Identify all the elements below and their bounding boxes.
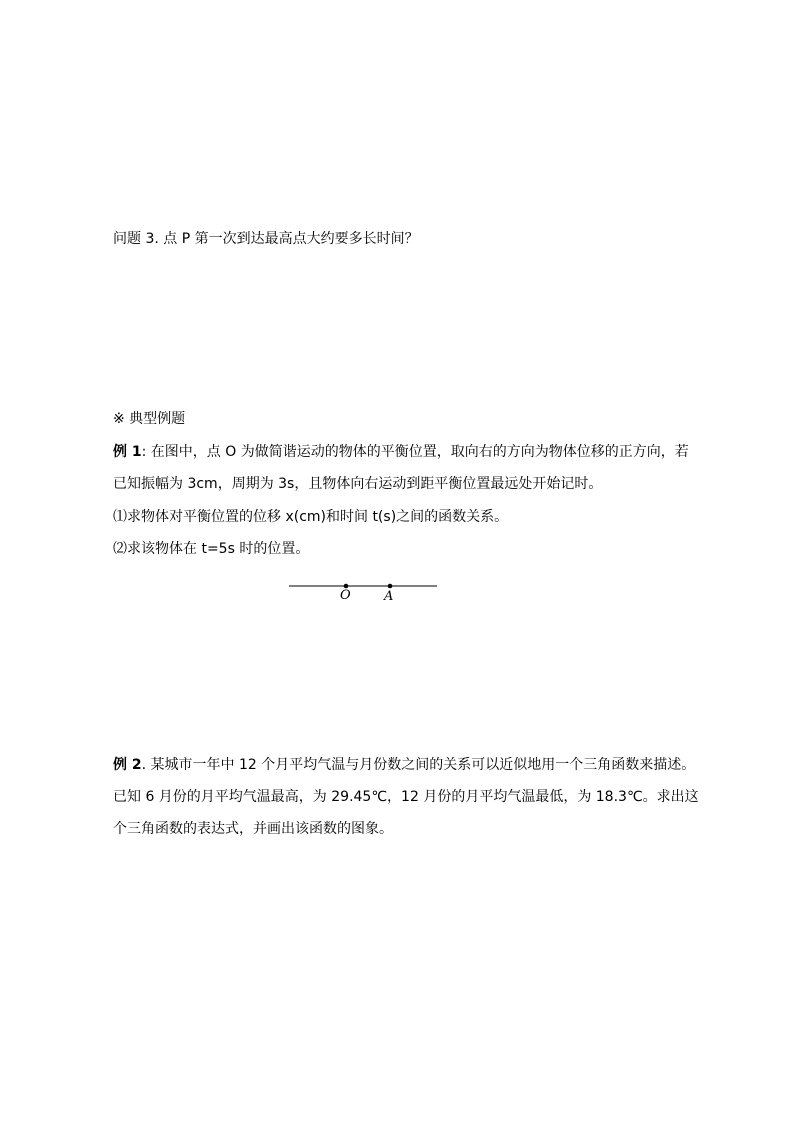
example-1-label: 例 1: [113, 444, 142, 460]
point-a-dot: [388, 584, 393, 589]
section-header: ※ 典型例题: [113, 411, 186, 427]
example-2-line-1: [113, 756, 695, 774]
displacement-diagram: [287, 578, 439, 604]
point-a-label: A: [384, 589, 394, 604]
example-2-label: 例 2: [113, 757, 142, 773]
example-1-item-1: ⑴求物体对平衡位置的位移 x(cm)和时间 t(s)之间的函数关系。: [113, 509, 509, 525]
example-1-text-1: : 在图中，点 O 为做简谐运动的物体的平衡位置，取向右的方向为物体位移的正方向，若: [141, 444, 689, 460]
example-1-line-1: [113, 443, 689, 461]
diagram-svg: [287, 578, 439, 604]
example-1-item-2: ⑵求该物体在 t=5s 时的位置。: [113, 541, 310, 557]
example-2-line-2: 已知 6 月份的月平均气温最高，为 29.45℃，12 月份的月平均气温最低，为 18.3℃。求出这: [113, 789, 699, 805]
problem-3-text: 问题 3. 点 P 第一次到达最高点大约要多长时间？: [113, 231, 419, 247]
example-2-text-1: . 某城市一年中 12 个月平均气温与月份数之间的关系可以近似地用一个三角函数来描述。: [141, 757, 696, 773]
point-o-label: O: [340, 588, 351, 603]
example-1-line-2: 已知振幅为 3cm，周期为 3s，且物体向右运动到距平衡位置最远处开始记时。: [113, 476, 603, 492]
example-2-line-3: 个三角函数的表达式，并画出该函数的图象。: [113, 821, 393, 837]
